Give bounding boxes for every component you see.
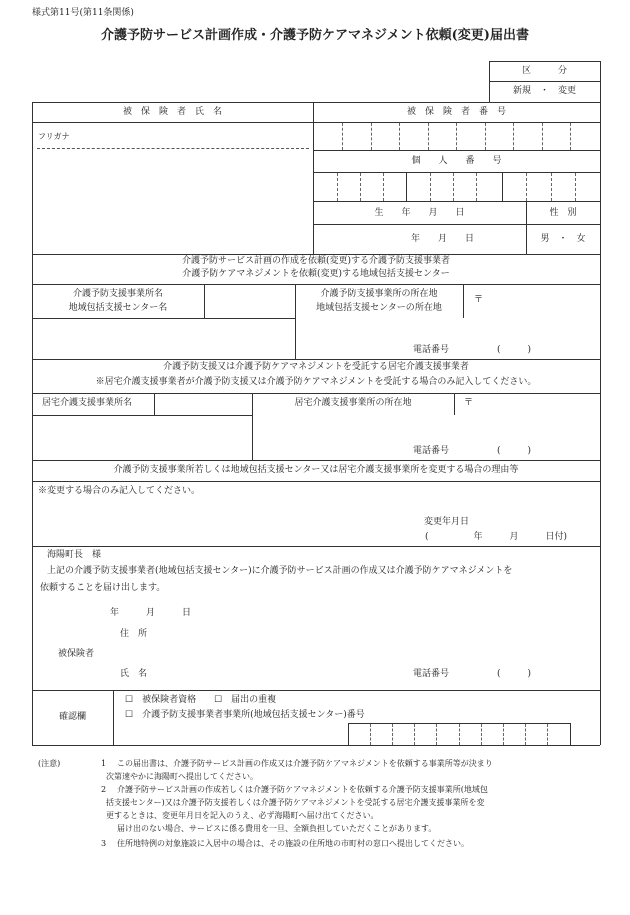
note-2-line-4: 届け出のない場合、サービスに係る費用を一旦、全額負担していただくことがあります。 [117, 824, 437, 833]
note-1-number: 1 [101, 759, 107, 768]
sex-label: 性 別 [549, 208, 577, 218]
section1-heading-1: 介護予防サービス計画の作成を依頼(変更)する介護予防支援事業者 [181, 256, 451, 266]
kyotaku-addr-field[interactable] [253, 416, 599, 442]
jigyosho-addr-label-2: 地域包括支援センターの所在地 [316, 303, 442, 313]
kojin-number-field[interactable] [314, 173, 599, 201]
addressee: 海陽町長 様 [47, 550, 102, 560]
birth-label: 生 年 月 日 [374, 208, 465, 218]
kubun-value[interactable]: 新規 ・ 変更 [512, 86, 576, 96]
jigyosho-addr-label-1: 介護予防支援事業所の所在地 [320, 289, 438, 299]
kyotaku-addr-label: 居宅介護支援事業所の所在地 [294, 398, 412, 408]
applicant-name-field[interactable] [170, 666, 400, 682]
kyotaku-name-field[interactable] [33, 416, 251, 459]
tel-field-1[interactable]: ( ) [497, 345, 532, 355]
change-date-label: 変更年月日 [424, 517, 470, 527]
address-label: 住 所 [120, 629, 148, 639]
confirm-label: 確認欄 [58, 712, 86, 722]
change-date-field[interactable]: ( 年 月 日付) [425, 532, 568, 542]
note-2-line-3: 更するときは、変更年月日を記入のうえ、必ず海陽町へ届け出てください。 [106, 811, 379, 820]
jigyosho-name-label-1: 介護予防支援事業所名 [72, 289, 163, 299]
change-reason-field[interactable] [36, 500, 596, 514]
jigyosho-name-field[interactable] [33, 319, 294, 358]
tel-label-2: 電話番号 [413, 446, 450, 456]
insured-number-label: 被 保 険 者 番 号 [406, 107, 506, 117]
insured-name-label: 被 保 険 者 氏 名 [122, 107, 222, 117]
form-title: 介護予防サービス計画作成・介護予防ケアマネジメント依頼(変更)届出書 [101, 28, 529, 43]
note-2-line-1: 介護予防サービス計画の作成若しくは介護予防ケアマネジメントを依頼する介護予防支援事業所(地域包 [117, 785, 488, 794]
note-1-line-2: 次第速やかに海陽町へ提出してください。 [106, 772, 258, 781]
confirm-item-2[interactable]: ☐ 介護予防支援事業者事業所(地域包括支援センター)番号 [125, 710, 365, 720]
section2-heading-2: ※居宅介護支援事業者が介護予防支援又は介護予防ケアマネジメントを受託する場合のみ記入してください。 [95, 377, 537, 387]
declaration-text-1: 上記の介護予防支援事業者(地域包括支援センター)に介護予防サービス計画の作成又は介護予防ケアマネジメントを [47, 566, 513, 576]
kubun-label: 区 分 [521, 66, 567, 76]
postal-mark-2: 〒 [464, 398, 474, 408]
tel-field-2[interactable]: ( ) [497, 446, 532, 456]
note-2-line-2: 括支援センター)又は介護予防支援若しくは介護予防ケアマネジメントを受託する居宅介護支援事業所を変 [106, 798, 485, 807]
note-1-line-1: この届出書は、介護予防サービス計画の作成又は介護予防ケアマネジメントを依頼する事業所等が決まり [117, 759, 493, 768]
note-2-number: 2 [101, 785, 107, 794]
name-label: 氏 名 [120, 669, 148, 679]
sex-value[interactable]: 男 ・ 女 [540, 234, 586, 244]
birth-value[interactable]: 年 月 日 [411, 234, 475, 244]
form-number: 様式第11号(第11条関係) [32, 8, 134, 18]
jigyosho-name-label-2: 地域包括支援センター名 [68, 303, 168, 313]
declaration-date[interactable]: 年 月 日 [110, 608, 192, 618]
section2-heading-1: 介護予防支援又は介護予防ケアマネジメントを受託する居宅介護支援事業者 [163, 362, 469, 372]
confirm-item-1[interactable]: ☐ 被保険者資格 ☐ 届出の重複 [125, 695, 277, 705]
address-field[interactable] [170, 626, 590, 642]
tel-label-1: 電話番号 [413, 345, 450, 355]
insured-label: 被保険者 [58, 649, 95, 659]
notes-label: (注意) [38, 759, 61, 768]
note-3-number: 3 [101, 839, 107, 848]
tel-field-3[interactable]: ( ) [497, 669, 532, 679]
kyotaku-name-label: 居宅介護支援事業所名 [42, 398, 133, 408]
furigana-label: フリガナ [38, 132, 70, 141]
declaration-text-2: 依頼することを届け出します。 [40, 583, 166, 593]
tel-label-3: 電話番号 [413, 669, 450, 679]
section1-heading-2: 介護予防ケアマネジメントを依頼(変更)する地域包括支援センター [182, 269, 450, 279]
jigyosho-addr-field[interactable] [296, 319, 599, 343]
kojin-label: 個 人 番 号 [411, 156, 502, 166]
change-note: ※変更する場合のみ記入してください。 [38, 486, 201, 496]
postal-mark-1: 〒 [474, 295, 484, 305]
note-3-line-1: 住所地特例の対象施設に入居中の場合は、その施設の住所地の市町村の窓口へ提出してください。 [117, 839, 469, 848]
insured-name-field[interactable] [36, 152, 312, 252]
section3-heading: 介護予防支援事業所若しくは地域包括支援センター又は居宅介護支援事業所を変更する場合の理由等 [113, 465, 519, 475]
